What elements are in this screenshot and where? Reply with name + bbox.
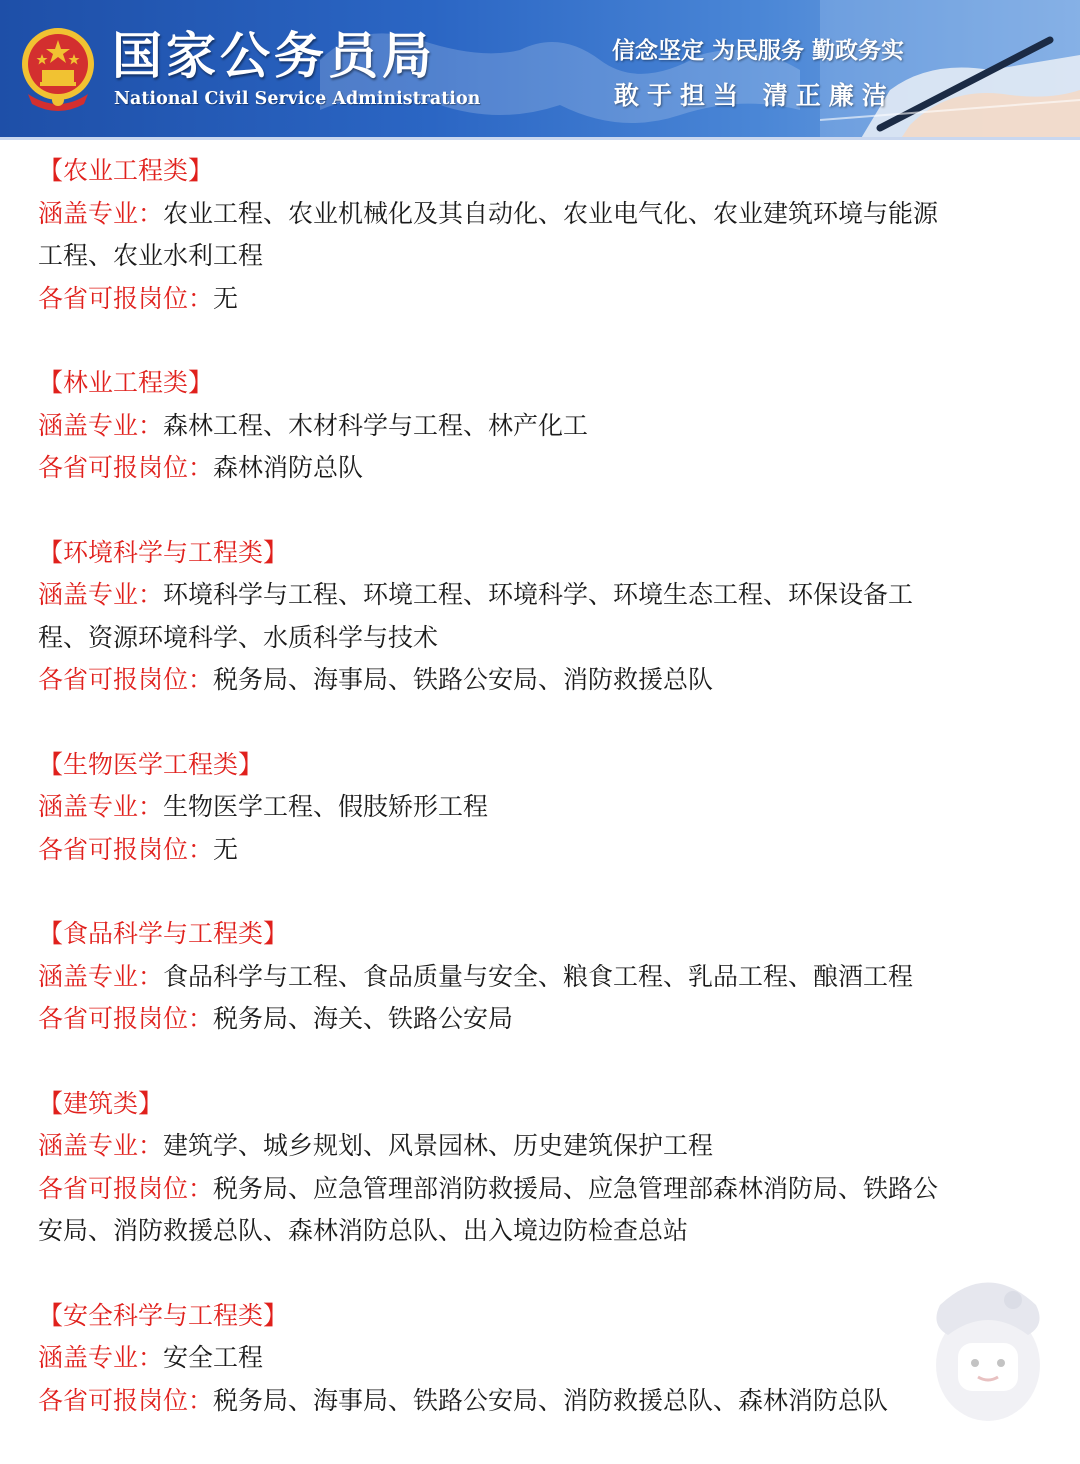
- category-section: [38, 1295, 1048, 1423]
- majors-label: 涵盖专业：: [38, 1343, 164, 1372]
- majors-value: 食品科学与工程、食品质量与安全、粮食工程、乳品工程、酿酒工程: [163, 961, 914, 991]
- majors-label: 涵盖专业：: [38, 198, 164, 228]
- positions-label: 各省可报岗位：: [38, 1385, 214, 1415]
- slogan-line-1: 信念坚定 为民服务 勤政务实: [612, 38, 905, 64]
- majors-line: [38, 1337, 1048, 1380]
- positions-line: [38, 447, 1048, 490]
- slogan-line-2: 敢于担当 清正廉洁: [614, 81, 895, 110]
- majors-value: 环境科学与工程、环境工程、环境科学、环境生态工程、环保设备工: [163, 580, 914, 609]
- positions-line: [38, 278, 1048, 321]
- category-section: [38, 532, 1048, 702]
- positions-line: [38, 659, 1048, 702]
- category-title: 【环境科学与工程类】: [38, 537, 289, 567]
- positions-label: 各省可报岗位：: [38, 453, 214, 482]
- majors-line: [38, 956, 1048, 999]
- positions-line: [38, 1380, 1048, 1423]
- writing-hand-image: [820, 0, 1080, 140]
- category-section: [38, 1083, 1048, 1253]
- majors-value: 农业工程、农业机械化及其自动化、农业电气化、农业建筑环境与能源: [163, 198, 939, 228]
- positions-value: 税务局、应急管理部消防救援局、应急管理部森林消防局、铁路公: [213, 1173, 939, 1203]
- majors-value: 建筑学、城乡规划、风景园林、历史建筑保护工程: [163, 1131, 714, 1160]
- positions-value: 税务局、海事局、铁路公安局、消防救援总队、森林消防总队: [213, 1385, 889, 1415]
- positions-value: 森林消防总队: [213, 453, 364, 482]
- majors-value: 生物医学工程、假肢矫形工程: [163, 792, 489, 821]
- majors-line: [38, 1125, 1048, 1168]
- positions-line: [38, 829, 1048, 872]
- majors-continuation: 程、资源环境科学、水质科学与技术: [38, 622, 439, 652]
- category-title: 【农业工程类】: [38, 156, 214, 185]
- agency-name-cn: 国家公务员局: [112, 26, 436, 85]
- positions-value: 税务局、海关、铁路公安局: [213, 1004, 514, 1033]
- majors-value: 安全工程: [163, 1343, 264, 1372]
- majors-label: 涵盖专业：: [38, 1131, 164, 1160]
- positions-value: 无: [213, 283, 239, 313]
- majors-line: [38, 405, 1048, 448]
- category-title: 【林业工程类】: [38, 368, 214, 397]
- category-section: [38, 744, 1048, 872]
- positions-line: [38, 998, 1048, 1041]
- positions-label: 各省可报岗位：: [38, 1004, 214, 1033]
- category-title: 【安全科学与工程类】: [38, 1300, 289, 1330]
- category-section: [38, 913, 1048, 1041]
- category-title: 【生物医学工程类】: [38, 749, 264, 779]
- positions-continuation: 安局、消防救援总队、森林消防总队、出入境边防检查总站: [38, 1216, 689, 1245]
- positions-label: 各省可报岗位：: [38, 834, 214, 864]
- positions-label: 各省可报岗位：: [38, 1173, 214, 1203]
- category-section: [38, 362, 1048, 490]
- positions-label: 各省可报岗位：: [38, 283, 214, 313]
- majors-line: [38, 574, 1048, 617]
- category-title: 【食品科学与工程类】: [38, 919, 289, 948]
- category-section: [38, 150, 1048, 320]
- majors-label: 涵盖专业：: [38, 961, 164, 991]
- major-category-list: [38, 150, 1048, 1464]
- majors-label: 涵盖专业：: [38, 410, 164, 440]
- majors-continuation: 工程、农业水利工程: [38, 241, 264, 270]
- positions-label: 各省可报岗位：: [38, 665, 214, 694]
- positions-line: [38, 1168, 1048, 1211]
- cartoon-mascot-icon: [918, 1265, 1058, 1425]
- majors-line: [38, 193, 1048, 236]
- category-title: 【建筑类】: [38, 1088, 164, 1118]
- majors-value: 森林工程、木材科学与工程、林产化工: [163, 410, 589, 440]
- majors-label: 涵盖专业：: [38, 792, 164, 821]
- header-banner: [0, 0, 1080, 140]
- agency-name-en: National Civil Service Administration: [114, 89, 481, 109]
- header-divider: [0, 137, 1080, 140]
- majors-label: 涵盖专业：: [38, 580, 164, 609]
- national-emblem-icon: [18, 22, 98, 112]
- positions-value: 无: [213, 834, 239, 864]
- majors-line: [38, 786, 1048, 829]
- positions-value: 税务局、海事局、铁路公安局、消防救援总队: [213, 665, 714, 694]
